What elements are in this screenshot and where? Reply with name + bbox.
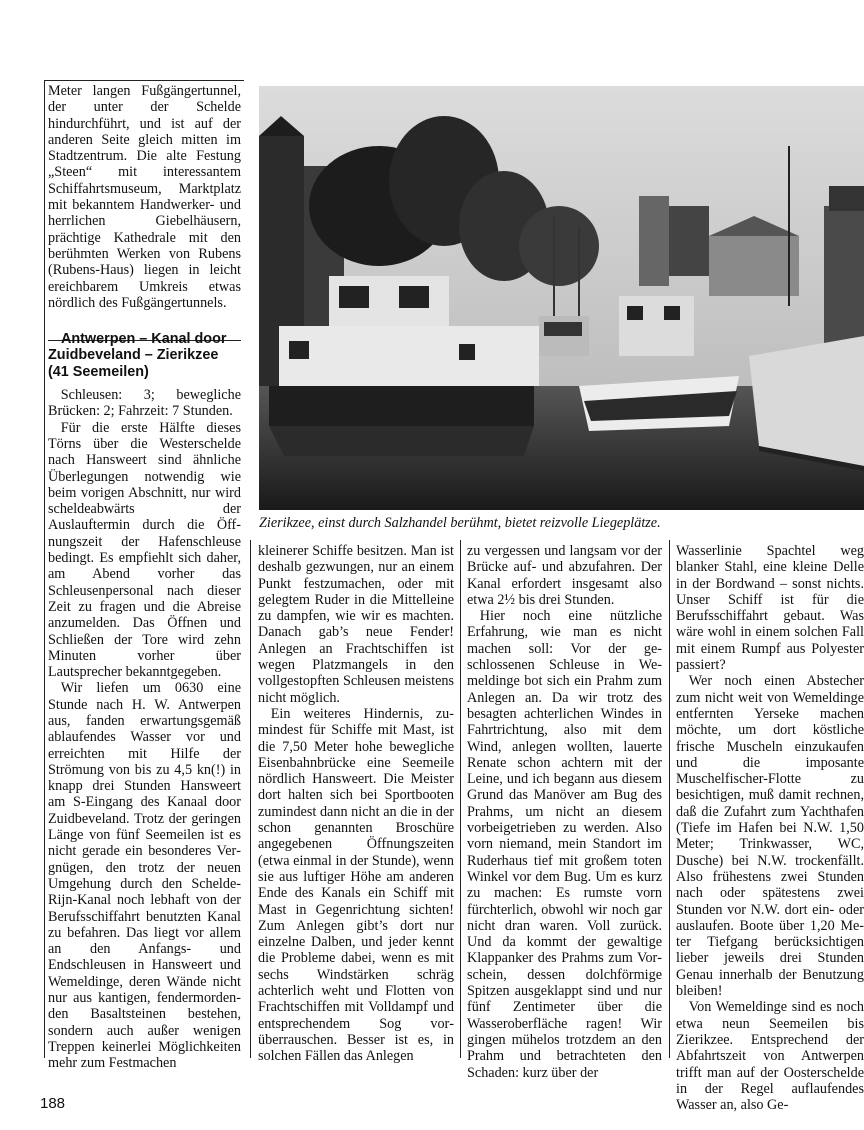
paragraph: Wir liefen um 0630 eine Stunde nach H. W. Antwerpen aus, fanden erwartungsgemäß ablaufendes Wasser vor und erreichten mit Hilfe der Strömung von bis zu 4,5 kn(!) in knapp drei Stunden Hansweert am S-Eingang des Kanaal door Zuidbeveland. Trotz der geringen Länge von fünf Seemeilen ist es nicht gerade ein besonderes Vergnügen, den trotz der neuen Umgehung durch den Schelde-Rijn-Kanal noch lebhaft von der Berufsschiffahrt benutzten Kanal zu befahren. Das liegt vor allem an den Anfangs- und Endschleusen in Hansweert und Wemeldinge, deren Wände nicht nur aus kantigen, fendermordenden Basaltsteinen bestehen, sondern auch außer wenigen Treppen keinerlei Möglichkeiten mehr zum Festmachen (48, 680, 241, 1072)
left-border-rule (44, 80, 45, 1058)
section-heading: Antwerpen – Kanal door Zuidbeveland – Zierikzee (41 Seemeilen) (48, 331, 227, 380)
page-number: 188 (40, 1095, 66, 1112)
text-column-2 (258, 543, 454, 1065)
section-meta: Schleusen: 3; bewegliche Brücken: 2; Fahrzeit: 7 Stunden. (48, 387, 241, 420)
paragraph: Hier noch eine nützliche Erfahrung, wie man es nicht machen soll: Vor der geschlossenen Schleuse in Wemeldinge bot sich ein Prahm zum Anlegen an. Da wir trotz des besagten achterlichen Windes in Fahrtrichtung, also mit dem Wind, anlegen wollten, lauerte Renate schon achtern mit der Leine, und ich begann aus diesem Grund das Manöver am Bug des Prahms, um nicht an diesem vorbeigetrieben zu werden. Also vorn niemand, mein Standort im Ruderhaus tief mit großem toten Winkel vor dem Bug. Um es kurz zu machen: Es rumste vorn fürchterlich, obwohl wir noch gar nicht dran waren. Voll zurück. Und da kommt der gewaltige Klappanker des Prahms zum Vorschein, dessen dolchförmige Spitzen ausgeklappt sind und nur fünf Zentimeter über die Wasseroberfläche ragen! Wir gingen mühelos trotzdem an den Prahm und betrachteten den Schaden: kurz über der (467, 608, 662, 1081)
paragraph: zu vergessen und langsam vor der Brücke auf- und abzufahren. Der Kanal erfordert insgesamt also etwa 2½ bis drei Stunden. (467, 543, 662, 608)
paragraph: kleinerer Schiffe besitzen. Man ist deshalb gezwungen, nur an einem Punkt festzumachen, oder mit gelegtem Ruder in die Mittelleine zu dampfen, wie wir es machten. Danach gab’s neue Fender! Anlegen an Frachtschiffen ist wegen Platzmangels in den vollgestopften Schleusen meistens nicht möglich. (258, 543, 454, 706)
paragraph: Wer noch einen Abstecher zum nicht weit von Wemeldinge entfernten Yersekе machen möchte, um dort köstliche frische Muscheln einzukaufen und die imposante Muschelfischer-Flotte zu besichtigen, muß damit rechnen, daß die Zufahrt zum Yachthafen (Tiefe im Hafen bei N.W. 1,50 Meter; Trinkwasser, WC, Dusche) bei N.W. trockenfällt. Also frühestens zwei Stunden nach oder spätestens zwei Stunden vor N.W. dort ein- oder auslaufen. Boote über 1,20 Meter Tiefgang berücksichtigen lieber jeweils drei Stunden Genau innerhalb der Benutzung bleiben! (676, 673, 864, 1000)
intro-paragraph: Meter langen Fußgängertunnel, der unter der Schelde hindurchführt, und ist auf der anderen Seite gleich mitten im Stadtzentrum. Die alte Festung „Steen“ mit interessantem Schiffahrtsmuseum, Marktplatz mit bekanntem Handwerker- und herrlichen Giebelhäusern, prächtige Kathedrale mit den berühmten Werken von Rubens (Rubens-Haus) liegen in leicht ereichbarem Umkreis etwas nördlich des Fußgängertunnels. (48, 83, 241, 311)
column-rule-3 (669, 540, 670, 1058)
top-border-rule (44, 80, 244, 81)
text-column-1 (48, 83, 241, 1072)
paragraph: Für die erste Hälfte dieses Törns über die Westerschelde nach Hansweert sind ähnliche Überlegungen notwendig wie beim vorigen Abschnitt, nur wird scheldeabwärts der Auslauftermin durch die Öffnungszeit der Hafenschleuse bedingt. Es empfiehlt sich daher, am Abend vorher das Schleusenpersonal nach dieser Zeit zu fragen und die Abreise anzumelden. Das Öffnen und Schließen der Tore wird zehn Minuten vorher über Lautsprecher bekanntgegeben. (48, 419, 241, 681)
paragraph: Von Wemeldinge sind es noch etwa neun Seemeilen bis Zierikzee. Entsprechend der Abfahrtszeit von Antwerpen trifft man auf der Oosterschelde in der Regel auflaufendes Wasser an, also Ge- (676, 999, 864, 1114)
text-column-4 (676, 543, 864, 1113)
text-column-3 (467, 543, 662, 1081)
photo-caption: Zierikzee, einst durch Salzhandel berühmt, bietet reizvolle Liegeplätze. (259, 515, 661, 531)
column-rule-2 (460, 540, 461, 1058)
harbor-photo (259, 86, 864, 510)
paragraph: Ein weiteres Hindernis, zumindest für Schiffe mit Mast, ist die 7,50 Meter hohe bewegliche Eisenbahnbrücke eine Seemeile nördlich Hansweert. Die Meister dort halten sich bei Sportbooten zumindest dann nicht an die in der schon genannten Broschüre angegebenen Öffnungszeiten (etwa einmal in der Stunde), wenn sie aus luftiger Höhe am anderen Ende des Kanals ein Schiff mit Mast in Gegenrichtung sichten! Zum Anlegen gibt’s dort nur einzelne Dalben, und jeder kennt die Probleme dabei, wenn es mit sechs Windstärken schräg achterlich weht und Flotten von Frachtschiffen mit Volldampf und entsprechendem Sog vorüberrauschen. Besser ist es, in solchen Fällen das Anlegen (258, 705, 454, 1065)
column-rule-1 (250, 540, 251, 1058)
paragraph: Wasserlinie Spachtel weg blanker Stahl, eine kleine Delle in der Bordwand – sonst nichts. Unser Schiff ist für die Berufsschiffahrt gebaut. Was wäre wohl in einem solchen Fall mit einem Rumpf aus Polyester passiert? (676, 543, 864, 674)
